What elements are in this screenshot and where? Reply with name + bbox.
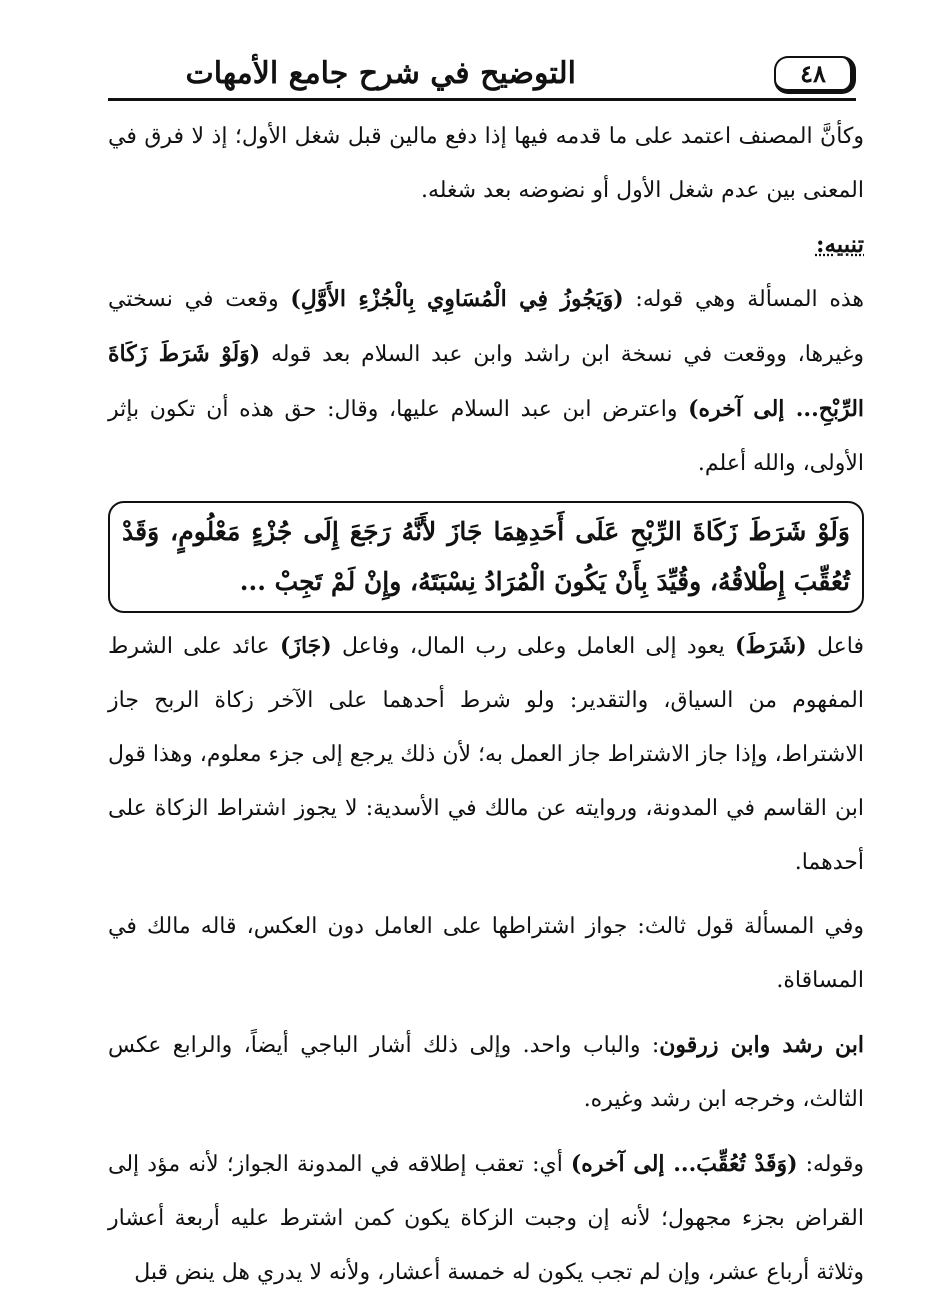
page-number: ٤٨ <box>800 59 826 88</box>
p5-label: ابن رشد وابن زرقون <box>659 1032 864 1058</box>
paragraph-4: وفي المسألة قول ثالث: جواز اشتراطها على العامل دون العكس، قاله مالك في المساقاة. <box>108 914 864 993</box>
p6-text-a: وقوله: <box>797 1152 864 1177</box>
header-rule <box>108 98 856 101</box>
paragraph-3 <box>108 619 864 890</box>
page-body <box>108 110 864 1300</box>
tanbih-heading: تنبيه: <box>815 231 864 258</box>
p3-quote-1: (شَرَطَ) <box>734 633 807 659</box>
p2-quote-1: (وَيَجُوزُ فِي الْمُسَاوِي بِالْجُزْءِ الأَوَّلِ) <box>290 286 624 312</box>
paragraph-1: وكأنَّ المصنف اعتمد على ما قدمه فيها إذا دفع مالين قبل شغل الأول؛ إذ لا فرق في المعنى بين عدم شغل الأول أو نضوضه بعد شغله. <box>108 124 864 203</box>
p2-text-c: واعترض ابن عبد السلام عليها، وقال: حق هذه أن تكون بإثر الأولى، والله أعلم. <box>108 397 864 476</box>
p3-text-c: عائد على الشرط المفهوم من السياق، والتقدير: ولو شرط أحدهما على الآخر زكاة الربح جاز الاشتراط، وإذا جاز الاشتراط جاز العمل به؛ لأن ذلك يرجع إلى جزء معلوم، وهذا قول ابن القاسم في المدونة، وروايته عن مالك في الأسدية: لا يجوز اشتراط الزكاة على أحدهما. <box>108 634 864 875</box>
p2-text-b: وقعت في نسختي وغيرها، ووقعت في نسخة ابن راشد وابن عبد السلام بعد قوله <box>108 287 864 367</box>
paragraph-2 <box>108 272 864 491</box>
matn-box: وَلَوْ شَرَطَ زَكَاةَ الرِّبْحِ عَلَى أَحَدِهِمَا جَازَ لأَنَّهُ رَجَعَ إِلَى جُزْءٍ مَعْلُومٍ، وَقَدْ تُعُقِّبَ إِطْلاقُهُ، وقُيِّدَ بِأَنْ يَكُونَ الْمُرَادُ نِسْبَتَهُ، وإِنْ لَمْ تَجِبْ ... <box>108 501 864 613</box>
p6-text-b: أي: تعقب إطلاقه في المدونة الجواز؛ لأنه مؤد إلى القراض بجزء مجهول؛ لأنه إن وجبت الزكاة يكون كمن اشترط عليه أربعة أعشار وثلاثة أرباع عشر، وإن لم تجب يكون له خمسة أعشار، ولأنه لا يدري هل ينض قبل <box>108 1152 864 1285</box>
p2-text-a: هذه المسألة وهي قوله: <box>623 287 864 312</box>
p6-quote: (وَقَدْ تُعُقِّبَ... إلى آخره) <box>570 1151 798 1177</box>
p3-text-a: فاعل <box>806 634 864 659</box>
p2-quote-2: (وَلَوْ شَرَطَ زَكَاةَ الرِّبْحِ... إلى آخره) <box>108 341 865 422</box>
page-header <box>108 52 856 102</box>
paragraph-5 <box>108 1018 864 1127</box>
paragraph-6 <box>108 1137 864 1300</box>
book-title: التوضيح في شرح جامع الأمهات <box>185 56 576 91</box>
p3-text-b: يعود إلى العامل وعلى رب المال، وفاعل <box>331 634 735 659</box>
page-number-box <box>774 56 856 94</box>
p3-quote-2: (جَازَ) <box>279 633 332 659</box>
p5-text: : والباب واحد. وإلى ذلك أشار الباجي أيضاً، والرابع عكس الثالث، وخرجه ابن رشد وغيره. <box>108 1033 864 1112</box>
